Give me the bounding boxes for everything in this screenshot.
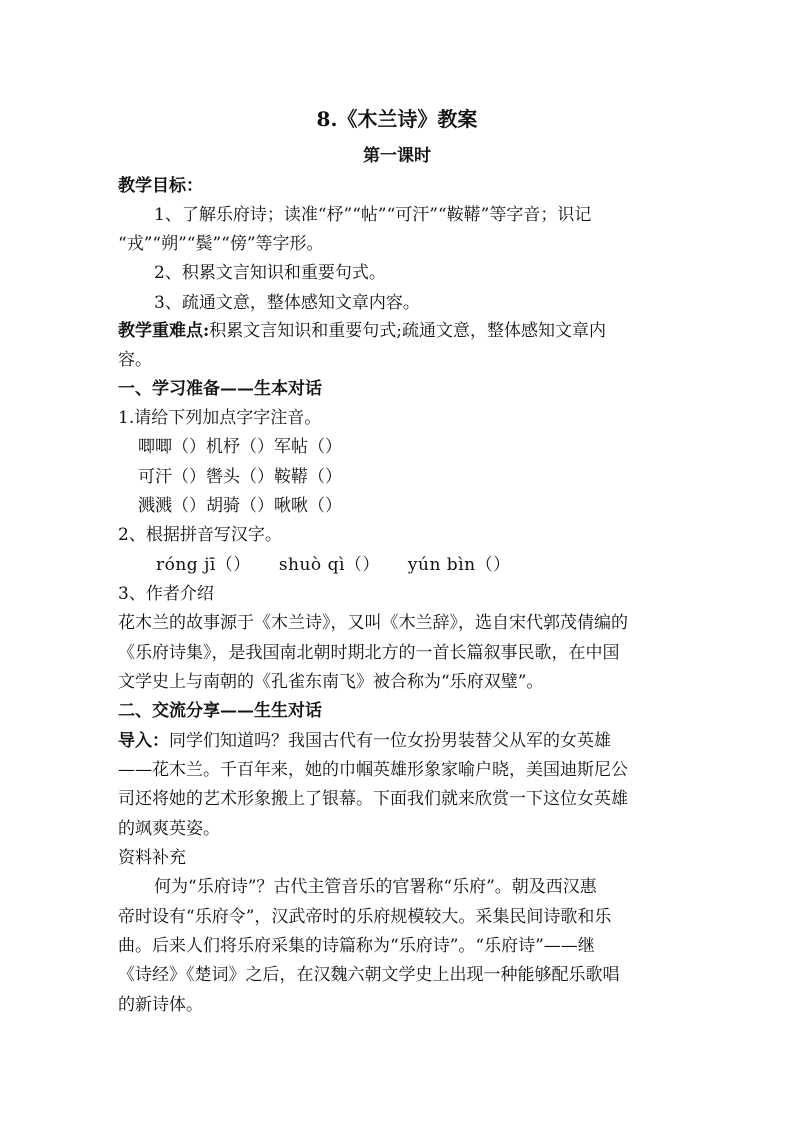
supplement-line-1: 何为“乐府诗”？古代主管音乐的官署称“乐府”。朝及西汉惠 xyxy=(154,877,597,897)
intro-line-1 xyxy=(118,730,611,752)
supplement-line-3: 曲。后来人们将乐府采集的诗篇称为“乐府诗”。“乐府诗”——继 xyxy=(118,936,595,956)
supplement-line-4: 《诗经》《楚词》之后，在汉魏六朝文学史上出现一种能够配乐歌唱 xyxy=(118,965,620,985)
intro-line-3: 司还将她的艺术形象搬上了银幕。下面我们就来欣赏一下这位女英雄 xyxy=(118,789,628,809)
pinyin-item-1: róng jī（） xyxy=(156,555,251,575)
objectives-heading: 教学目标： xyxy=(118,176,203,196)
lesson-subtitle: 第一课时 xyxy=(363,146,431,166)
supplement-line-2: 帝时设有“乐府令”，汉武帝时的乐府规模较大。采集民间诗歌和乐 xyxy=(118,907,612,927)
pronunciation-row-1: 唧唧（）机杼（）军帖（） xyxy=(138,437,342,457)
pinyin-item-2: shuò qì（） xyxy=(278,555,380,575)
intro-text: 同学们知道吗？我国古代有一位女扮男装替父从军的女英雄 xyxy=(169,731,611,751)
intro-label: 导入： xyxy=(118,731,169,751)
author-intro-line-1: 花木兰的故事源于《木兰诗》，又叫《木兰辞》，选自宋代郭茂倩编的 xyxy=(118,613,628,633)
key-points-text: 积累文言知识和重要句式;疏通文意，整体感知文章内 xyxy=(209,321,607,341)
objective-2: 2、积累文言知识和重要句式。 xyxy=(154,263,386,283)
question-3: 3、作者介绍 xyxy=(118,584,214,604)
key-points-line-2: 容。 xyxy=(118,350,152,370)
section1-heading: 一、学习准备——生本对话 xyxy=(118,379,322,399)
intro-line-4: 的飒爽英姿。 xyxy=(118,819,220,839)
objective-1-line-1: 1、了解乐府诗；读准“杼”“帖”“可汗”“鞍鞯”等字音；识记 xyxy=(154,205,592,225)
key-points-line-1 xyxy=(118,320,606,342)
objective-3: 3、疏通文意，整体感知文章内容。 xyxy=(154,293,420,313)
key-points-label: 教学重难点: xyxy=(118,321,210,341)
document-title: 8.《木兰诗》教案 xyxy=(316,107,478,131)
section2-heading: 二、交流分享——生生对话 xyxy=(118,701,322,721)
question-1: 1.请给下列加点字字注音。 xyxy=(118,408,322,428)
question-2: 2、根据拼音写汉字。 xyxy=(118,525,282,545)
pinyin-row xyxy=(156,554,511,576)
supplement-line-5: 的新诗体。 xyxy=(118,995,203,1015)
pronunciation-row-3: 溅溅（）胡骑（）啾啾（） xyxy=(138,496,342,516)
author-intro-line-3: 文学史上与南朝的《孔雀东南飞》被合称为“乐府双璧”。 xyxy=(118,672,544,692)
author-intro-line-2: 《乐府诗集》，是我国南北朝时期北方的一首长篇叙事民歌，在中国 xyxy=(118,643,620,663)
objective-1-line-2: “戎”“朔”“鬓”“傍”等字形。 xyxy=(118,234,324,254)
pinyin-item-3: yún bìn（） xyxy=(407,555,511,575)
pronunciation-row-2: 可汗（）辔头（）鞍鞯（） xyxy=(138,467,342,487)
supplement-heading: 资料补充 xyxy=(118,848,186,868)
intro-line-2: ——花木兰。千百年来，她的巾帼英雄形象家喻户晓，美国迪斯尼公 xyxy=(118,760,628,780)
